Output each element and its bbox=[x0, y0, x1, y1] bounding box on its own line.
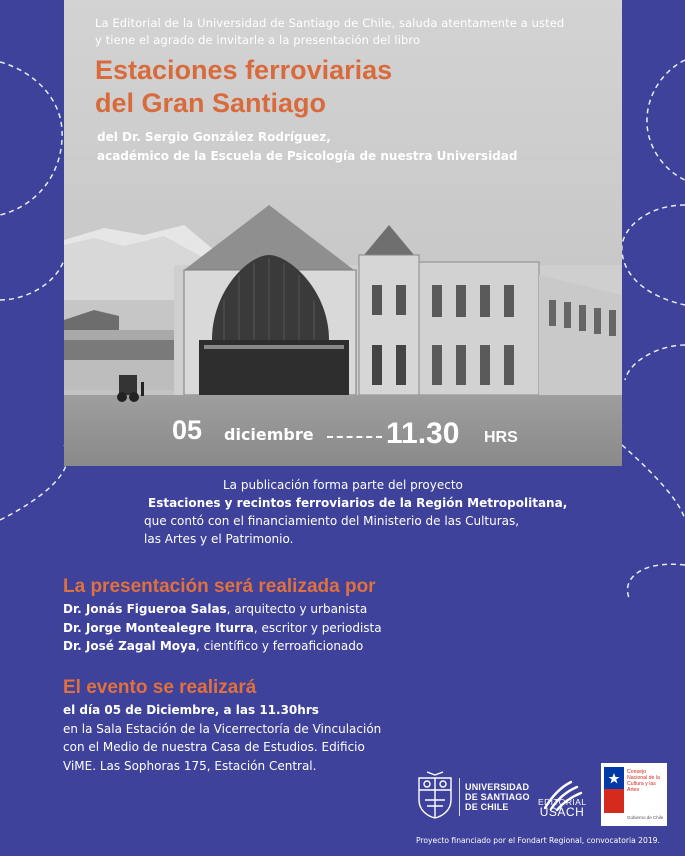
intro-line-1: La Editorial de la Universidad de Santiago de Chile, saluda atentamente a usted bbox=[95, 16, 565, 30]
presenters-list bbox=[63, 600, 483, 656]
event-time-unit: HRS bbox=[484, 429, 518, 446]
book-title bbox=[95, 54, 515, 120]
presenter-item bbox=[63, 637, 483, 656]
project-line-4: las Artes y el Patrimonio. bbox=[144, 532, 294, 546]
usach-wordmark bbox=[465, 782, 530, 812]
event-day: 05 bbox=[172, 415, 203, 445]
editorial-line-2: USACH bbox=[539, 805, 585, 819]
sponsor-logos bbox=[413, 760, 673, 830]
editorial-wordmark bbox=[538, 797, 586, 817]
presenter-name: Dr. José Zagal Moya bbox=[63, 639, 196, 653]
presenter-role: , arquitecto y urbanista bbox=[226, 602, 368, 616]
logo-divider bbox=[459, 778, 460, 816]
consejo-label: Consejo Nacional de la Cultura y las Artes bbox=[627, 769, 660, 793]
intro-line-2: y tiene el agrado de invitarle a la presentación del libro bbox=[95, 33, 421, 47]
event-details bbox=[63, 701, 463, 775]
dashed-separator bbox=[327, 436, 382, 438]
gobierno-label: Gobierno de Chile bbox=[627, 815, 664, 820]
presenter-role: , científico y ferroaficionado bbox=[195, 639, 364, 653]
event-line-4: ViME. Las Sophoras 175, Estación Central. bbox=[63, 758, 317, 773]
book-title-line-1: Estaciones ferroviarias bbox=[95, 55, 393, 85]
usach-line-3: DE CHILE bbox=[465, 802, 509, 812]
presenter-name: Dr. Jonás Figueroa Salas bbox=[63, 602, 227, 616]
event-date-time bbox=[64, 415, 622, 455]
presenter-item bbox=[63, 600, 483, 619]
project-line-1: La publicación forma parte del proyecto bbox=[223, 478, 463, 492]
editorial-line-1: EDITORIAL bbox=[538, 797, 587, 807]
event-line-1: el día 05 de Diciembre, a las 11.30hrs bbox=[63, 703, 319, 717]
intro-text bbox=[95, 15, 595, 49]
author-line-1: del Dr. Sergio González Rodríguez, bbox=[97, 130, 331, 144]
event-time: 11.30 bbox=[386, 417, 460, 450]
event-heading: El evento se realizará bbox=[63, 677, 257, 698]
book-title-line-2: del Gran Santiago bbox=[95, 88, 327, 118]
chile-flag-icon bbox=[604, 767, 624, 813]
presenters-heading: La presentación será realizada por bbox=[63, 576, 376, 597]
event-line-3: con el Medio de nuestra Casa de Estudios. Edificio bbox=[63, 740, 365, 754]
author-line-2: académico de la Escuela de Psicología de nuestra Universidad bbox=[97, 149, 518, 163]
project-description bbox=[140, 476, 580, 548]
presenter-role: , escritor y periodista bbox=[253, 620, 382, 635]
funding-note: Proyecto financiado por el Fondart Regional, convocatoria 2019. bbox=[416, 836, 660, 845]
presenter-item bbox=[63, 619, 483, 638]
usach-line-2: DE SANTIAGO bbox=[465, 792, 530, 802]
usach-line-1: UNIVERSIDAD bbox=[465, 782, 530, 792]
author-text bbox=[97, 128, 597, 166]
event-line-2: en la Sala Estación de la Vicerrectoría de Vinculación bbox=[63, 721, 382, 736]
consejo-cultura-logo bbox=[601, 763, 667, 826]
event-month: diciembre bbox=[224, 425, 314, 444]
project-line-2: Estaciones y recintos ferroviarios de la Región Metropolitana, bbox=[148, 496, 568, 510]
usach-crest-icon bbox=[413, 770, 457, 820]
presenter-name: Dr. Jorge Montealegre Iturra bbox=[63, 620, 254, 635]
project-line-3: que contó con el financiamiento del Ministerio de las Culturas, bbox=[144, 514, 520, 528]
